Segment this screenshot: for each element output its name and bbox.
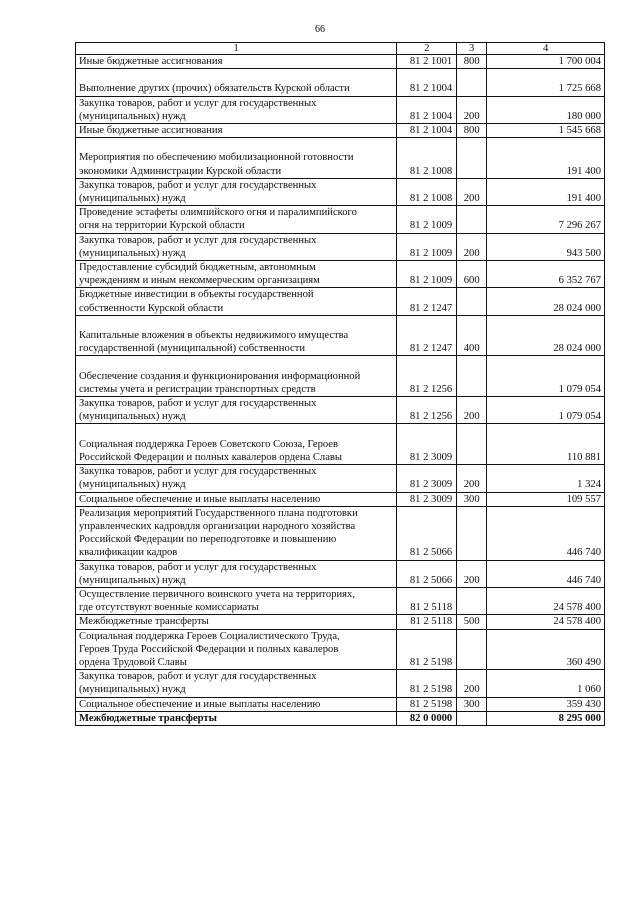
- row-name-cell: [76, 670, 397, 697]
- row-sum: 110 881: [487, 424, 605, 465]
- row-name: Мероприятия по обеспечению мобилизационной готовности экономики Администрации Курской области: [79, 152, 354, 177]
- row-sum: 1 079 054: [487, 397, 605, 424]
- row-expense-type: 200: [457, 670, 487, 697]
- table-row: [76, 397, 605, 424]
- row-expense-type: 200: [457, 96, 487, 123]
- row-code: 81 2 1009: [397, 206, 457, 233]
- row-expense-type: 200: [457, 397, 487, 424]
- row-name: Закупка товаров, работ и услуг для государственных (муниципальных) нужд: [79, 179, 317, 205]
- row-name-cell: [76, 69, 397, 96]
- row-sum: 446 740: [487, 506, 605, 560]
- row-name-cell: [76, 629, 397, 670]
- row-expense-type: [457, 711, 487, 725]
- row-name-cell: [76, 615, 397, 629]
- column-header-sum: 4: [487, 43, 605, 55]
- table-row: [76, 506, 605, 560]
- table-row: [76, 492, 605, 506]
- row-name: Межбюджетные трансферты: [79, 616, 209, 628]
- row-name-cell: [76, 697, 397, 711]
- row-code: 81 2 5118: [397, 587, 457, 614]
- row-name: Закупка товаров, работ и услуг для государственных (муниципальных) нужд: [79, 561, 317, 586]
- row-sum: 359 430: [487, 697, 605, 711]
- table-body: [76, 43, 605, 726]
- row-name: Проведение эстафеты олимпийского огня и паралимпийского огня на территории Курской области: [79, 207, 357, 232]
- row-name: Бюджетные инвестиции в объекты государственной собственности Курской области: [79, 289, 314, 314]
- row-code: 81 2 1009: [397, 261, 457, 288]
- row-sum: 24 578 400: [487, 615, 605, 629]
- row-expense-type: 300: [457, 697, 487, 711]
- row-name: Предоставление субсидий бюджетным, автономным учреждениям и иным некоммерческим организациям: [79, 262, 320, 287]
- row-expense-type: 200: [457, 560, 487, 587]
- row-expense-type: 500: [457, 615, 487, 629]
- row-code: 81 2 1004: [397, 69, 457, 96]
- row-code: 81 2 1009: [397, 233, 457, 260]
- row-sum: 109 557: [487, 492, 605, 506]
- row-name-cell: [76, 138, 397, 179]
- row-name: Закупка товаров, работ и услуг для государственных (муниципальных) нужд: [79, 398, 317, 423]
- row-sum: 446 740: [487, 560, 605, 587]
- table-row: [76, 261, 605, 288]
- row-code: 81 2 1256: [397, 356, 457, 397]
- row-name: Закупка товаров, работ и услуг для государственных (муниципальных) нужд: [79, 671, 317, 696]
- row-name-cell: [76, 356, 397, 397]
- column-header-name: 1: [76, 43, 397, 55]
- row-code: 81 2 3009: [397, 492, 457, 506]
- table-row: [76, 465, 605, 492]
- row-code: 81 2 3009: [397, 465, 457, 492]
- row-name-cell: [76, 492, 397, 506]
- row-expense-type: 200: [457, 465, 487, 492]
- row-code: 81 2 5198: [397, 697, 457, 711]
- row-name-cell: [76, 397, 397, 424]
- row-code: 81 2 5198: [397, 629, 457, 670]
- table-row: [76, 670, 605, 697]
- column-header-type: 3: [457, 43, 487, 55]
- row-sum: 1 545 668: [487, 124, 605, 138]
- row-sum: 191 400: [487, 138, 605, 179]
- row-name-cell: [76, 506, 397, 560]
- table-row: [76, 560, 605, 587]
- row-code: 81 2 1008: [397, 178, 457, 205]
- row-expense-type: [457, 288, 487, 315]
- row-name: Закупка товаров, работ и услуг для государственных (муниципальных) нужд: [79, 234, 317, 259]
- row-code: 81 2 3009: [397, 424, 457, 465]
- row-name-cell: [76, 261, 397, 288]
- table-row: [76, 356, 605, 397]
- row-sum: 1 324: [487, 465, 605, 492]
- row-code: 81 2 1247: [397, 315, 457, 356]
- row-name: Выполнение других (прочих) обязательств Курской области: [79, 83, 350, 95]
- column-header-code: 2: [397, 43, 457, 55]
- row-name-cell: [76, 233, 397, 260]
- row-expense-type: 600: [457, 261, 487, 288]
- row-code: 81 2 1256: [397, 397, 457, 424]
- budget-table: [75, 42, 605, 726]
- row-name: Иные бюджетные ассигнования: [79, 56, 223, 67]
- row-code: 81 2 1001: [397, 55, 457, 69]
- row-expense-type: [457, 424, 487, 465]
- row-name-cell: [76, 424, 397, 465]
- row-expense-type: [457, 69, 487, 96]
- row-name-cell: [76, 206, 397, 233]
- row-expense-type: [457, 629, 487, 670]
- row-code: 81 2 1004: [397, 124, 457, 138]
- row-sum: 24 578 400: [487, 587, 605, 614]
- row-sum: 7 296 267: [487, 206, 605, 233]
- row-sum: 28 024 000: [487, 315, 605, 356]
- row-name: Межбюджетные трансферты: [79, 712, 217, 724]
- row-name-cell: [76, 96, 397, 123]
- row-name-cell: [76, 55, 397, 69]
- row-name-cell: [76, 711, 397, 725]
- row-code: 81 2 1247: [397, 288, 457, 315]
- row-name: Закупка товаров, работ и услуг для государственных (муниципальных) нужд: [79, 466, 317, 491]
- row-expense-type: 300: [457, 492, 487, 506]
- table-row: [76, 288, 605, 315]
- row-expense-type: [457, 138, 487, 179]
- row-name-cell: [76, 315, 397, 356]
- table-row: [76, 206, 605, 233]
- row-name: Закупка товаров, работ и услуг для государственных (муниципальных) нужд: [79, 97, 317, 122]
- row-sum: 1 725 668: [487, 69, 605, 96]
- row-name: Иные бюджетные ассигнования: [79, 125, 223, 137]
- row-expense-type: 800: [457, 124, 487, 138]
- row-name-cell: [76, 178, 397, 205]
- row-sum: 180 000: [487, 96, 605, 123]
- row-sum: 1 079 054: [487, 356, 605, 397]
- row-expense-type: [457, 506, 487, 560]
- row-sum: 8 295 000: [487, 711, 605, 725]
- row-expense-type: 200: [457, 178, 487, 205]
- row-code: 82 0 0000: [397, 711, 457, 725]
- row-code: 81 2 5198: [397, 670, 457, 697]
- row-sum: 943 500: [487, 233, 605, 260]
- table-row: [76, 424, 605, 465]
- row-name: Социальное обеспечение и иные выплаты населению: [79, 698, 321, 710]
- row-expense-type: 200: [457, 233, 487, 260]
- table-row: [76, 138, 605, 179]
- table-row: [76, 615, 605, 629]
- table-row: [76, 711, 605, 725]
- table-header-row: [76, 43, 605, 55]
- table-row: [76, 697, 605, 711]
- row-sum: 1 700 004: [487, 55, 605, 69]
- row-name: Социальная поддержка Героев Советского Союза, Героев Российской Федерации и полных кавалеров ордена Славы: [79, 438, 343, 463]
- row-expense-type: [457, 587, 487, 614]
- table-row: [76, 315, 605, 356]
- row-name-cell: [76, 124, 397, 138]
- row-code: 81 2 1004: [397, 96, 457, 123]
- table-row: [76, 55, 605, 69]
- table-row: [76, 233, 605, 260]
- row-code: 81 2 5066: [397, 506, 457, 560]
- row-code: 81 2 5118: [397, 615, 457, 629]
- table-row: [76, 96, 605, 123]
- row-sum: 191 400: [487, 178, 605, 205]
- row-code: 81 2 5066: [397, 560, 457, 587]
- table-row: [76, 587, 605, 614]
- row-name: Обеспечение создания и функционирования информационной системы учета и регистрации транспортных средств: [79, 370, 361, 395]
- row-name: Социальная поддержка Героев Социалистического Труда, Героев Труда Российской Федерации и полных кавалеров ордена Трудовой Славы: [79, 630, 340, 668]
- row-expense-type: 400: [457, 315, 487, 356]
- row-expense-type: [457, 206, 487, 233]
- row-name: Осуществление первичного воинского учета на территориях, где отсутствуют военные комиссариаты: [79, 588, 355, 614]
- table-row: [76, 69, 605, 96]
- table-row: [76, 178, 605, 205]
- row-expense-type: 800: [457, 55, 487, 69]
- row-name: Социальное обеспечение и иные выплаты населению: [79, 493, 321, 505]
- row-name-cell: [76, 465, 397, 492]
- row-sum: 1 060: [487, 670, 605, 697]
- row-code: 81 2 1008: [397, 138, 457, 179]
- row-name-cell: [76, 288, 397, 315]
- row-sum: 28 024 000: [487, 288, 605, 315]
- row-name-cell: [76, 587, 397, 614]
- row-name: Реализация мероприятий Государственного плана подготовки управленческих кадровдля организации народного хозяйства Российской Федерации по переподготовке и повышению квалификации кадров: [79, 507, 358, 559]
- row-expense-type: [457, 356, 487, 397]
- page-number: 66: [315, 24, 325, 35]
- row-sum: 360 490: [487, 629, 605, 670]
- row-name: Капитальные вложения в объекты недвижимого имущества государственной (муниципальной) собственности: [79, 330, 349, 355]
- row-name-cell: [76, 560, 397, 587]
- row-sum: 6 352 767: [487, 261, 605, 288]
- table-row: [76, 124, 605, 138]
- table-row: [76, 629, 605, 670]
